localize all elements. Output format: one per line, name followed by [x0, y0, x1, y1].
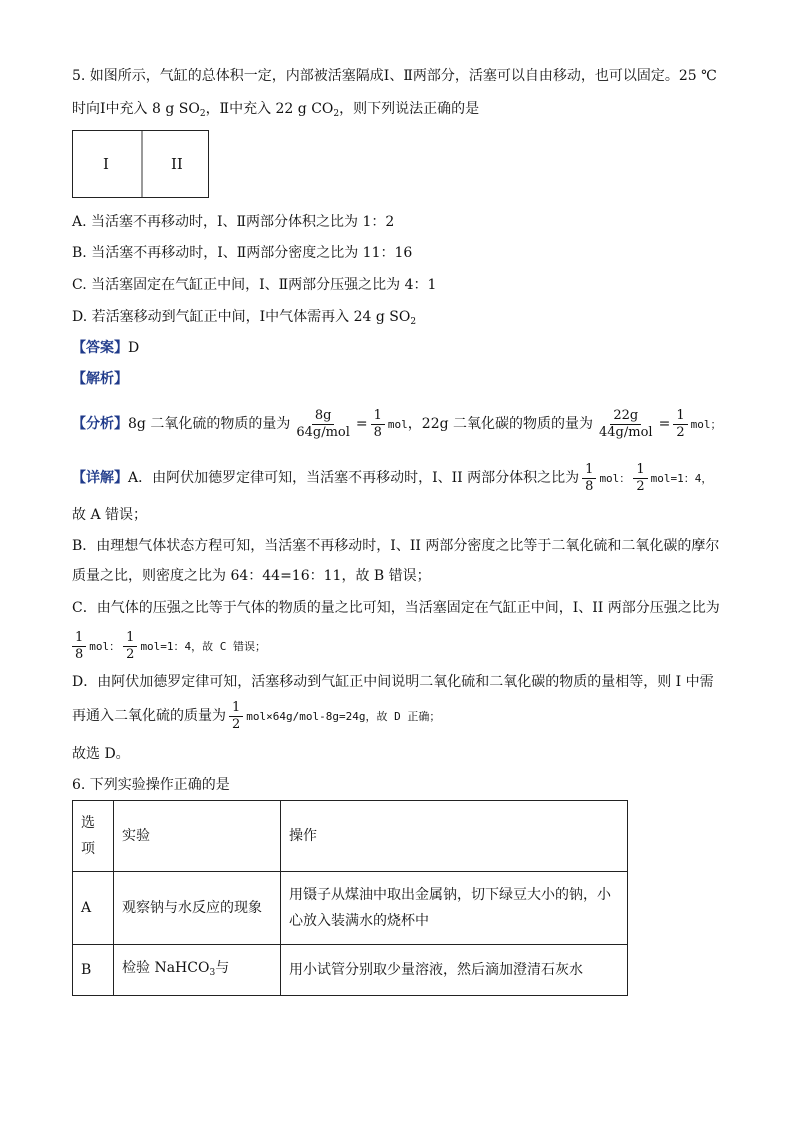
header-operation: 操作	[281, 801, 628, 872]
xiangjie-d-line2	[72, 696, 440, 737]
fraction-denominator: 64g/mol	[296, 424, 350, 440]
option-d-text: D. 若活塞移动到气缸正中间，Ⅰ中气体需再入 24 g SO	[72, 309, 411, 325]
question-5-stem-line2	[72, 99, 479, 124]
fenxi-tag: 【分析】	[72, 416, 128, 432]
equals-sign: =	[658, 416, 671, 432]
fraction-denominator: 44g/mol	[599, 424, 653, 440]
xiangjie-a-line	[72, 458, 712, 499]
fenxi-text: ，22g 二氧化碳的物质的量为	[407, 416, 594, 432]
question-5-stem-line1	[72, 66, 717, 86]
unit: mol	[387, 418, 408, 431]
option-b-text: B. 当活塞不再移动时，Ⅰ、Ⅱ两部分密度之比为 11：16	[72, 245, 413, 261]
xiangjie-b-line1	[72, 536, 719, 556]
option-a	[72, 212, 394, 232]
xiangjie-tag: 【详解】	[72, 470, 128, 486]
compartment-label-right: II	[171, 155, 183, 173]
fraction-numerator: 1	[123, 630, 137, 647]
xiangjie-d-line1	[72, 672, 714, 692]
piston	[141, 131, 143, 197]
cell-option: A	[73, 872, 114, 945]
xiangjie-c-line1	[72, 598, 720, 618]
analysis-tag: 【解析】	[72, 371, 128, 387]
q5-stem-part: 时向Ⅰ中充入 8 g SO	[72, 101, 200, 117]
option-c	[72, 275, 436, 295]
fraction-numerator: 1	[582, 462, 596, 479]
answer-value: D	[128, 340, 140, 356]
fraction-denominator: 2	[636, 478, 645, 494]
fraction	[371, 408, 385, 441]
unit: mol；	[690, 418, 722, 431]
unit: mol=1：4，故 C 错误；	[140, 640, 267, 653]
cell-option: B	[73, 945, 114, 996]
option-c-text: C. 当活塞固定在气缸正中间，Ⅰ、Ⅱ两部分压强之比为 4：1	[72, 277, 437, 293]
fraction-denominator: 2	[232, 716, 241, 732]
header-experiment: 实验	[114, 801, 281, 872]
unit: mol：	[89, 640, 121, 653]
fraction-numerator: 1	[633, 462, 647, 479]
q5-stem-part: ，Ⅱ中充入 22 g CO	[205, 101, 334, 117]
question-6-text: 6. 下列实验操作正确的是	[72, 777, 230, 793]
fraction-numerator: 22g	[610, 408, 641, 425]
subscript: 2	[410, 317, 417, 327]
cylinder-figure	[72, 130, 209, 198]
xiangjie-text: 故 A 错误；	[72, 507, 148, 523]
table-row	[73, 945, 628, 996]
cell-text: 与	[215, 959, 230, 976]
q5-stem-part: ，则下列说法正确的是	[339, 101, 480, 117]
xiangjie-text: A．由阿伏加德罗定律可知，当活塞不再移动时，I、II 两部分体积之比为	[128, 470, 580, 486]
option-d	[72, 307, 416, 332]
fenxi-text: 8g 二氧化硫的物质的量为	[128, 416, 291, 432]
fraction-denominator: 8	[75, 646, 84, 662]
fraction	[673, 408, 687, 441]
experiment-table	[72, 800, 628, 996]
fenxi-line	[72, 404, 721, 445]
fraction-denominator: 2	[676, 424, 685, 440]
subscript: 3	[209, 967, 216, 978]
fraction	[293, 408, 353, 441]
unit: mol×64g/mol-8g=24g，故 D 正确；	[246, 710, 441, 723]
xiangjie-text: D．由阿伏加德罗定律可知，活塞移动到气缸正中间说明二氧化硫和二氧化碳的物质的量相等，则 I 中需	[72, 674, 714, 690]
fraction	[72, 630, 86, 663]
cell-text: 检验 NaHCO	[122, 959, 210, 976]
cell-operation: 用小试管分别取少量溶液，然后滴加澄清石灰水	[281, 945, 628, 996]
fraction-numerator: 1	[72, 630, 86, 647]
fraction	[229, 700, 243, 733]
analysis-heading	[72, 369, 128, 389]
fraction-denominator: 8	[373, 424, 382, 440]
conclusion	[72, 744, 130, 764]
answer-tag: 【答案】	[72, 340, 128, 356]
unit: mol：	[599, 472, 631, 485]
subscript: 2	[199, 109, 206, 119]
table-header-row	[73, 801, 628, 872]
fraction-numerator: 8g	[312, 408, 335, 425]
header-option: 选项	[73, 801, 114, 872]
option-b	[72, 243, 412, 263]
fraction	[123, 630, 137, 663]
xiangjie-text: C．由气体的压强之比等于气体的物质的量之比可知，当活塞固定在气缸正中间，I、II 两部分压强之比为	[72, 600, 720, 616]
subscript: 2	[333, 109, 340, 119]
option-a-text: A. 当活塞不再移动时，Ⅰ、Ⅱ两部分体积之比为 1：2	[72, 214, 395, 230]
fraction-numerator: 1	[371, 408, 385, 425]
xiangjie-text: 质量之比，则密度之比为 64：44=16：11，故 B 错误；	[72, 568, 431, 584]
table-row	[73, 872, 628, 945]
xiangjie-b-line2	[72, 566, 431, 586]
xiangjie-text: 再通入二氧化硫的质量为	[72, 708, 226, 724]
xiangjie-c-line2	[72, 626, 266, 667]
fraction-numerator: 1	[229, 700, 243, 717]
fraction	[582, 462, 596, 495]
fraction-denominator: 2	[126, 646, 135, 662]
xiangjie-text: B．由理想气体状态方程可知，当活塞不再移动时，I、II 两部分密度之比等于二氧化硫和二氧化碳的摩尔	[72, 538, 720, 554]
cell-experiment: 观察钠与水反应的现象	[114, 872, 281, 945]
question-5-text: 5. 如图所示，气缸的总体积一定，内部被活塞隔成Ⅰ、Ⅱ两部分，活塞可以自由移动，也可以固定。25 ℃	[72, 68, 717, 84]
fraction	[596, 408, 656, 441]
question-6-stem	[72, 775, 230, 795]
xiangjie-a-line2	[72, 505, 147, 525]
fraction-denominator: 8	[585, 478, 594, 494]
unit: mol=1：4，	[650, 472, 713, 485]
cell-experiment	[114, 945, 281, 996]
compartment-label-left: I	[103, 155, 109, 173]
equals-sign: =	[355, 416, 368, 432]
answer-line	[72, 338, 139, 358]
fraction	[633, 462, 647, 495]
fraction-numerator: 1	[673, 408, 687, 425]
conclusion-text: 故选 D。	[72, 746, 130, 762]
cell-operation: 用镊子从煤油中取出金属钠，切下绿豆大小的钠，小心放入装满水的烧杯中	[281, 872, 628, 945]
